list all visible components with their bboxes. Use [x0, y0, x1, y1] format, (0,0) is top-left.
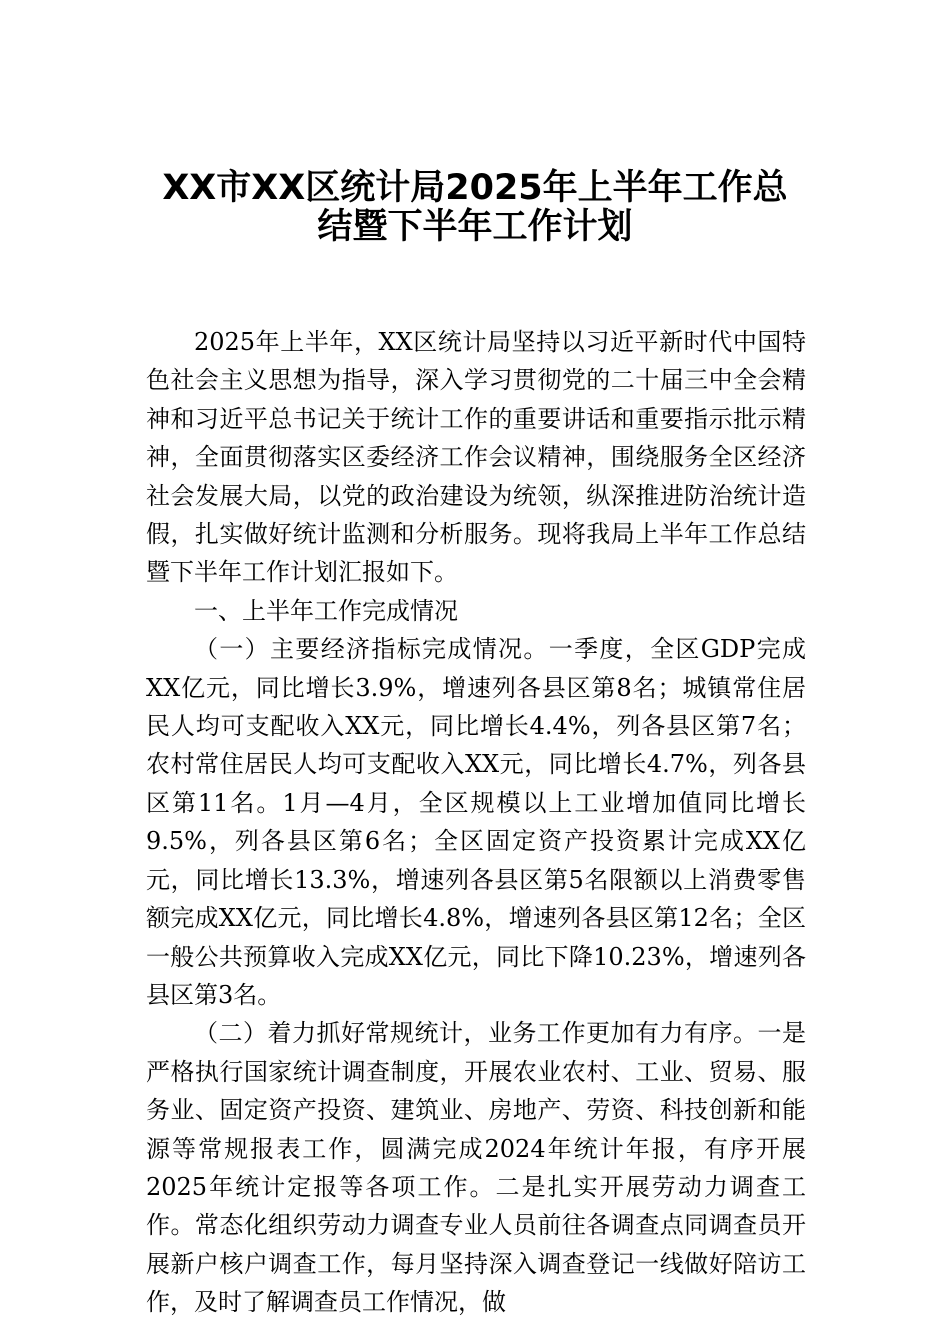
document-title-line-1: XX市XX区统计局2025年上半年工作总: [162, 168, 788, 208]
document-title-line-2: 结暨下半年工作计划: [317, 207, 633, 247]
section-heading: 一、上半年工作完成情况: [194, 596, 458, 625]
economic-indicators-paragraph: （一）主要经济指标完成情况。一季度，全区GDP完成XX亿元，同比增长3.9%，增速列各县区第8名；城镇常住居民人均可支配收入XX元，同比增长4.4%，列各县区第7名；农村常住居民人均可支配收入XX元，同比增长4.7%，列各县区第11名。1月—4月，全区规模以上工业增加值同比增长9.5%，列各县区第6名；全区固定资产投资累计完成XX亿元，同比增长13.3%，增速列各县区第5名限额以上消费零售额完成XX亿元，同比增长4.8%，增速列各县区第12名；全区一般公共预算收入完成XX亿元，同比下降10.23%，增速列各县区第3名。: [146, 635, 806, 1009]
intro-paragraph: 2025年上半年，XX区统计局坚持以习近平新时代中国特色社会主义思想为指导，深入学习贯彻党的二十届三中全会精神和习近平总书记关于统计工作的重要讲话和重要指示批示精神，全面贯彻落实区委经济工作会议精神，围绕服务全区经济社会发展大局，以党的政治建设为统领，纵深推进防治统计造假，扎实做好统计监测和分析服务。现将我局上半年工作总结暨下半年工作计划汇报如下。: [146, 328, 806, 587]
regular-statistics-paragraph: （二）着力抓好常规统计，业务工作更加有力有序。一是严格执行国家统计调查制度，开展农业农村、工业、贸易、服务业、固定资产投资、建筑业、房地产、劳资、科技创新和能源等常规报表工作，圆满完成2024年统计年报，有序开展2025年统计定报等各项工作。二是扎实开展劳动力调查工作。常态化组织劳动力调查专业人员前往各调查点同调查员开展新户核户调查工作，每月坚持深入调查登记一线做好陪访工作，及时了解调查员工作情况，做: [146, 1019, 806, 1317]
document-body: [146, 323, 806, 1322]
